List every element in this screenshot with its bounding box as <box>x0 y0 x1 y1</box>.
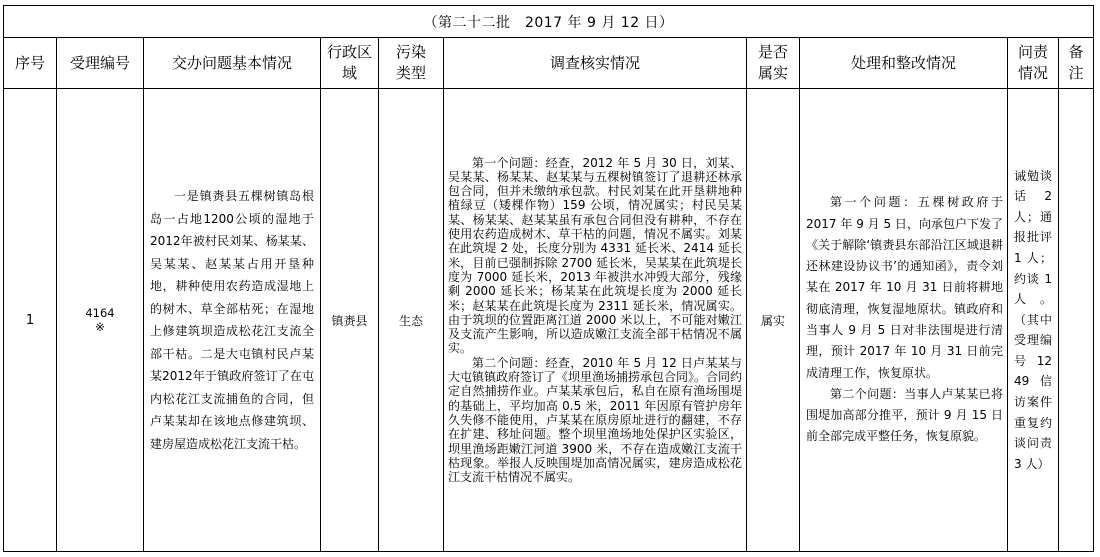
row-receipt-no-cell <box>57 89 144 552</box>
report-sheet <box>3 5 1094 552</box>
row-region: 镇赉县 <box>321 89 379 552</box>
row-receipt-mark: ※ <box>95 320 105 334</box>
row-handling-cell <box>800 89 1008 552</box>
row-investigation-p1: 第一个问题：经查，2012 年 5 月 30 日，刘某、吴某某、杨某某、赵某某与五棵树镇签订了退耕还林承包合同，但并未缴纳承包款。村民刘某在此开垦耕地种植绿豆（矮棵作物）159 公顷，情况属实；村民吴某某、杨某某、赵某某虽有承包合同但没有耕种，不存在使用农药造成树木、草干枯的问题，情况不属实。刘某在此筑堤 2 处，长度分别为 4331 延长米、2414 延长米，目前已强制拆除 2700 延长米，吴某某在此筑堤长度为 7000 延长米，2013 年被洪水冲毁大部分，残缘剩 2000 延长米；杨某某在此筑堤长度为 2000 延长米；赵某某在此筑堤长度为 2311 延长米，情况属实。由于筑坝的位置距离江道 2000 米以上，不可能对嫩江及支流产生影响，所以造成嫩江支流全部干枯情况不属实。 <box>448 155 742 356</box>
table-row <box>4 89 1094 552</box>
header-investigation: 调查核实情况 <box>444 38 747 89</box>
row-seq: 1 <box>4 89 57 552</box>
header-region: 行政区域 <box>321 38 379 89</box>
report-table <box>3 5 1094 552</box>
row-investigation-cell <box>444 89 747 552</box>
header-handling: 处理和整改情况 <box>800 38 1008 89</box>
header-pollution-type: 污染类型 <box>379 38 444 89</box>
header-accountability: 问责情况 <box>1008 38 1059 89</box>
row-remarks <box>1059 89 1094 552</box>
header-receipt-no: 受理编号 <box>57 38 144 89</box>
row-pollution-type: 生态 <box>379 89 444 552</box>
header-remarks: 备注 <box>1059 38 1094 89</box>
row-accountability-cell <box>1008 89 1059 552</box>
header-seq: 序号 <box>4 38 57 89</box>
row-verified: 属实 <box>747 89 800 552</box>
header-verified: 是否属实 <box>747 38 800 89</box>
header-row <box>4 38 1094 89</box>
row-receipt-no: 4164 <box>85 306 115 320</box>
row-accountability: 诫勉谈话 2 人；通报批评 1 人；约谈 1 人。（其中受理编号 1249 信访案件重复约谈问责 3 人） <box>1014 168 1052 471</box>
header-issue: 交办问题基本情况 <box>144 38 321 89</box>
row-handling-p2: 第二个问题：当事人卢某某已将围堤加高部分推平，预计 9 月 15 日前全部完成平整任务，恢复原貌。 <box>806 386 1003 444</box>
batch-title: （第二十二批 2017 年 9 月 12 日） <box>4 6 1094 38</box>
row-issue: 一是镇赉县五棵树镇岛根岛一占地1200公顷的湿地于2012年被村民刘某、杨某某、吴某某、赵某某占用开垦种地，耕种使用农药造成湿地上的树木、草全部枯死；在湿地上修建筑坝造成松花江支流全部干枯。二是大屯镇村民卢某某2012年于镇政府签订了在屯内松花江支流捕鱼的合同，但卢某某却在该地点修建筑坝、建房屋造成松花江支流干枯。 <box>150 189 314 451</box>
row-investigation-p2: 第二个问题：经查，2010 年 5 月 12 日卢某某与大屯镇镇政府签订了《坝里渔场捕捞承包合同》。合同约定自然捕捞作业。卢某某承包后，私自在原有渔场围堤的基础上，平均加高 0.5 米，2011 年因原有管护房年久失修不能使用，卢某某在原房原址进行的翻建，不存在扩建、移址问题。整个坝里渔场地处保护区实验区，坝里渔场距嫩江河道 3900 米，不存在造成嫩江支流干枯现象。举报人反映围堤加高情况属实，建房造成松花江支流干枯情况不属实。 <box>448 355 743 485</box>
row-handling-p1: 第一个问题：五棵树政府于 2017 年 9 月 5 日，向承包户下发了《关于解除‘镇赉县东部沿江区域退耕还林建设协议书’的通知函》，责令刘某在 2017 年 10 月 31 日前将耕地彻底清理，恢复湿地原状。镇政府和当事人 9 月 5 日对非法围堤进行清理，预计 2017 年 10 月 31 日前完成清理工作，恢复原状。 <box>806 195 1003 380</box>
row-issue-cell <box>144 89 321 552</box>
